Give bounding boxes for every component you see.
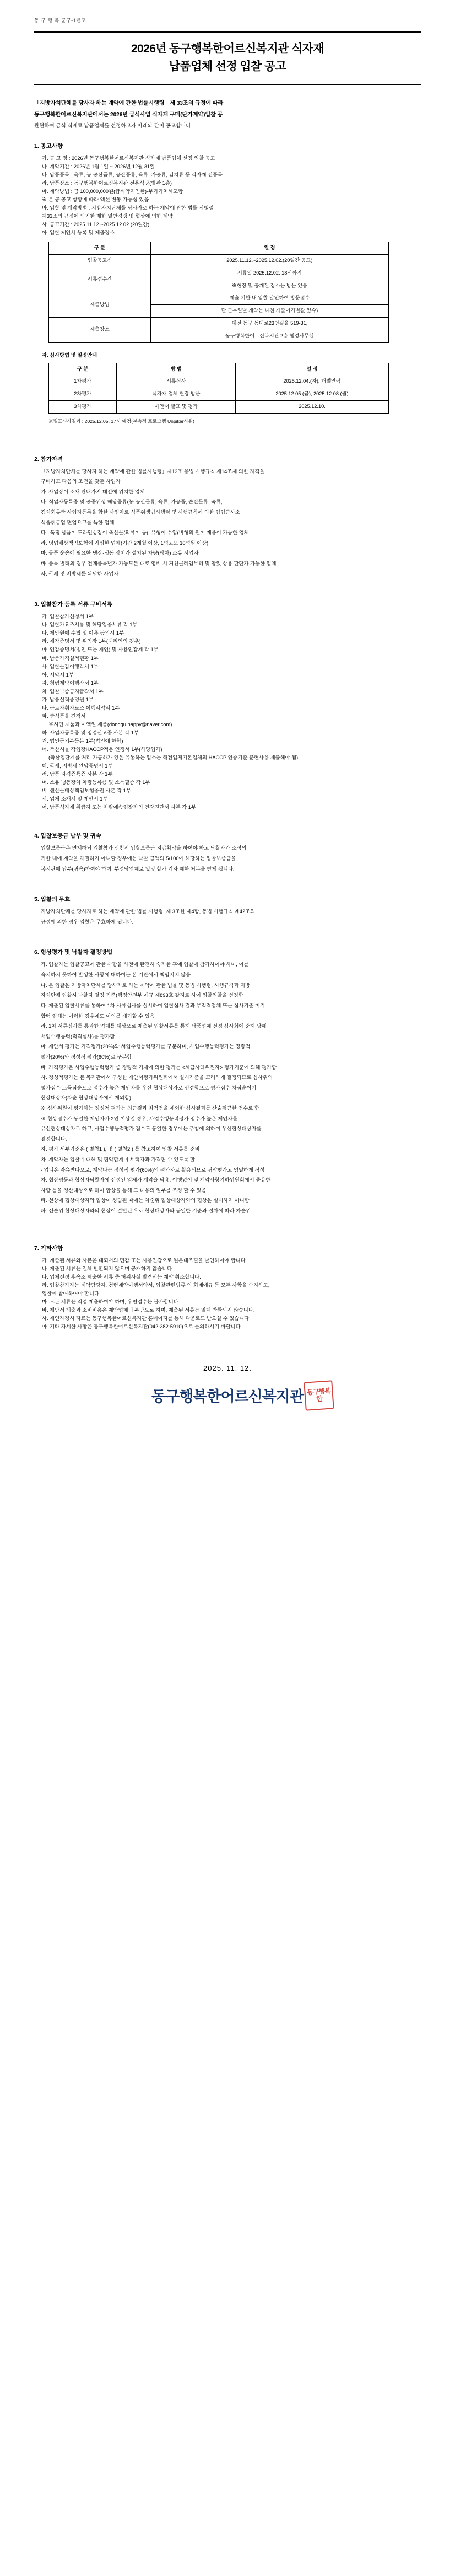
list-item: 가. 공 고 명 : 2026년 동구행복한어르신복지관 식자재 납품업체 선정 입찰 공고 (42, 155, 215, 161)
section-4-title: 4. 입찰보증금 납부 및 귀속 (34, 833, 101, 840)
list-item: 가. 입찰참가신청서 1부 (42, 614, 94, 620)
section-5-title: 5. 입찰의 무효 (34, 896, 71, 903)
table-cell: 1차평가 (49, 375, 117, 388)
list-item: ※시면 제품과 이액일 제품(donggu.happy@naver.com) (48, 721, 172, 727)
paragraph: 라. 1차 서류심사를 통과한 업체를 대상으로 제출된 입찰서류를 통해 납품업체 선정 심사회에 준해 당해 (41, 1023, 267, 1029)
table-cell: 2025.11.12.~2025.12.02.(20일간 공고) (151, 254, 389, 267)
paragraph: 협상대상자(차순 협상대상자에서 제외함) (41, 1095, 132, 1101)
paragraph: 타. 선상에 협상대상자와 협상이 성립된 때에는 차순위 협상대상자와의 협상은 실시하지 아니함 (41, 1198, 250, 1204)
list-item: 너. 축산시물 작업장HACCP적용 인정서 1부(해당업체) (42, 747, 162, 753)
section-4-body (34, 844, 421, 873)
paragraph: 지방자치단체를 당사자로 하는 계약에 관한 법률 시행령, 제 3조한 제4항, 동법 시행규칙 계42조의 (41, 909, 256, 915)
paragraph: 파. 선순위 협상대상자와의 협상이 결렬된 우로 협상대상자와 동일한 기준과 절차에 따라 차순위 (41, 1208, 251, 1214)
list-item: 나. 제출된 서류는 일체 반환되지 않으며 공개하지 않습니다. (42, 1265, 174, 1271)
table-cell: 식자재 업체 현장 방문 (117, 388, 236, 401)
table-cell: ※현장 및 공개된 장소는 방문 있음 (151, 280, 389, 292)
section-6-title: 6. 형상평가 및 낙찰자 결정방법 (34, 949, 113, 956)
list-item: 더. 국세, 지방세 완납증명서 1부 (42, 763, 113, 769)
list-item: 라. 입찰참가자는 계약담당자, 청렴계약이행서약서, 입찰관련법류 의 회계에규 등 모든 사항을 숙지하고, (42, 1282, 270, 1288)
table-row (49, 317, 389, 330)
table-row (49, 267, 389, 280)
paragraph: 유선협상대상자로 하고, 사업수행능력평가 점수도 동일한 경우에는 추첨에 의하여 우선협상대상자를 (41, 1126, 262, 1132)
list-item: 나. 계약기간 : 2026년 1월 1일 ~ 2026년 12월 31일 (42, 163, 155, 169)
signature-area (34, 1364, 421, 1406)
table-header-cell: 방 법 (117, 363, 236, 375)
table-cell: 단 근무일별 개약는 나천 제출이기별값 있슈) (151, 305, 389, 318)
table-cell: 2025.12.10. (236, 400, 389, 413)
table-header-cell: 구 분 (49, 363, 117, 375)
list-item: 아. 서약서 1부 (42, 672, 74, 678)
table-cell: 입찰공고신 (49, 254, 151, 267)
paragraph: 나. 본 입찰은 지방자치단체를 당사자로 하는 계약에 관한 법률 및 동법 시행령, 시행규칙과 지방 (41, 982, 251, 988)
list-item: 머. 소유 냉동장차 차량등록증 및 소득필증 각 1부 (42, 780, 150, 786)
list-item: (축산업단계를 처리 가공하가 있은 유통하는 업소는 해전업체기본업체의 HACCP 인증기준 준현사용 제출해야 됨) (48, 755, 299, 761)
list-item: 버. 샌산물배상책임보험증권 사본 각 1부 (42, 788, 131, 794)
table-header-row (49, 242, 389, 255)
table-header-cell: 일 정 (151, 242, 389, 255)
list-item: 거. 법인등기부등본 1부(법인에 한함) (42, 738, 123, 744)
table-row (49, 388, 389, 401)
list-item: 서. 업체 소개서 및 제안서 1부 (42, 796, 108, 802)
list-item: 자. 청렴계약이행각서 1부 (42, 680, 99, 686)
paragraph: 가. 입찰자는 입찰공고에 관한 사항을 사전에 완전히 숙지한 후에 입찰에 참가하여야 하며, 이를 (41, 962, 249, 968)
list-item: 바. 납품가격실적현황 1부 (42, 655, 99, 661)
section-3-title: 3. 입찰참가 등록 서류 구비서류 (34, 601, 113, 608)
paragraph: 사항 등을 정산대상으로 하여 합상을 통해 그 내용의 일부를 조정 할 수 있음 (41, 1187, 207, 1193)
list-item: ※ 본 공 공고 상황에 따라 액션 변동 가능성 있음 (42, 196, 149, 202)
table-row (49, 400, 389, 413)
section-7-title: 7. 기타사항 (34, 1244, 63, 1252)
paragraph: 마. 제안서 평가는 가격평가(20%)와 서업수행능력평가를 구분하며, 사업수행능력평가는 정량적 (41, 1044, 251, 1050)
seal-line1: 동구행복한 (306, 1387, 331, 1403)
table-cell: 제출방법 (49, 292, 151, 318)
table-cell: 서류접수간 (49, 267, 151, 292)
paragraph: 구비하고 다음의 조건을 갖춘 사업자 (41, 479, 121, 485)
section-2-title: 2. 참가자격 (34, 455, 63, 463)
list-item: 카. 납품실적증명원 1부 (42, 696, 94, 702)
list-item: 사. 제인자정시 자료는 동구행복한어르신복지관 홈페이지를 통해 다운로드 받으실 수 있습니다. (42, 1316, 251, 1322)
signature-date: 2025. 11. 12. (203, 1364, 252, 1373)
table-cell: 3차평가 (49, 400, 117, 413)
paragraph: 김치회류급 사업자등록을 함한 사업자로 식품위생법시행령 및 시행규칙에 의한 입업금사소 (41, 509, 240, 516)
list-item: 제33조의 규정에 의거한 제한 일반경쟁 및 협상에 의한 계약 (42, 213, 173, 219)
paragraph: 자. 평가 세부기준은 ( 별첨1 ), 및 ( 별첨2 ) 를 참조하여 입찰 서류를 준비 (41, 1146, 200, 1152)
list-item: 마. 계약방법 : 금 100,000,000원(급식약지인한)-부가가치세포함 (42, 188, 183, 194)
paragraph: 마. 물품 운송에 필요한 냉장·냉동 장치가 설치된 차량(탑차) 소유 시업자 (41, 550, 199, 556)
list-item: 하. 사업자등록증 및 영업신고증 사본 각 1부 (42, 729, 139, 736)
table-cell: 서류심사 (117, 375, 236, 388)
list-item: 바. 입찰 및 계약방법 : 지방자치단체를 당사자로 하는 계약에 관한 법률 시행령 (42, 205, 214, 211)
list-item: 마. 인감증명서(법인 또는 개인) 및 사용인감계 각 1부 (42, 647, 159, 653)
page-title-line2: 납품업체 선정 입찰 공고 (169, 60, 286, 73)
paragraph: 식품취급업 면업으고를 득한 업체 (41, 519, 115, 525)
section-2-body (34, 468, 421, 579)
lead-line3: 관현하여 금식 식재료 납품업체를 선정하고자 아래와 같이 공고합니다. (34, 123, 193, 129)
list-item: 타. 근로자취자료조 이행서약서 1부 (42, 705, 120, 711)
list-item: 다. 업체선정 후속조 제출한 서류 중 허위사실 발견시는 계약 취소합니다. (42, 1274, 201, 1280)
list-item: 파. 급식품을 견적서 (42, 713, 86, 719)
paragraph: 다 : 독점 납품이 도라인상장이 축산물(의류이 등), 유형이 수입(비형의 원이 제품이 가능한 업체 (41, 530, 249, 536)
section-1-title: 1. 공고사항 (34, 142, 63, 149)
table-cell: 대전 동구 동대로23번길을 519-31, (151, 317, 389, 330)
paragraph: 차. 협상평등과 협상자낙찰자에 선정된 입체가 계약을 낙용, 이행없이 및 계약사항기하위원회에서 중유한 (41, 1177, 271, 1183)
paragraph: 기한 내에 계약을 체결하지 아니할 경우에는 낙찰 금액의 5/100에 해당하는 입찰보증금을 (41, 856, 236, 862)
list-item: 다. 제안원에 수립 및 이용 동의서 1부 (42, 630, 124, 636)
table-cell: 2차평가 (49, 388, 117, 401)
signature-organization: 동구행복한어르신복지관 (151, 1388, 304, 1405)
paragraph: 다. 제출된 입찰서류를 통하여 1차 사류심사를 실시하여 입찰심사 결과 부적격업체 또는 심사기준 미기 (41, 1002, 265, 1008)
list-item: 아. 기타 자세한 사항은 동구행복한어르신복지관(042-282-5910)으로 문의하시기 바랍니다. (42, 1324, 242, 1330)
table-cell: 2025.12.04.(자), 개별연락 (236, 375, 389, 388)
lead-line2: 동구행복한어르신복지관에서는 2026년 급식사업 식자재 구매(단가계약)입찰 공 (34, 111, 223, 118)
paragraph: 평가점수 고득점순으로 접수가 높은 제안자를 우선 협상대상자로 선정함으로 평가점수 차점순이기 (41, 1085, 257, 1091)
paragraph: 라. 영업배상책임보험에 가입한 업체(기간 2개월 이상, 1억고모 10억원 이상) (41, 540, 209, 546)
paragraph: 「지방자치단체를 당사자 하는 계약에 관한 법률시행령」제13조 용법 시행규칙 제14조제 의한 자격을 (41, 468, 265, 474)
paragraph: - 업니온 자유받다으로, 계약나는 정성적 평가(60%)의 평가자로 활용되므로 귀약평가고 엄밀하게 작성 (41, 1167, 265, 1173)
paragraph: 합력 업체는 이력한 경우에도 이의를 제기할 수 있음 (41, 1013, 155, 1019)
page-title-line1: 2026년 동구행복한어르신복지관 식자재 (131, 42, 324, 55)
paragraph: 가. 사업장이 소재 관내가지 대전에 위치한 업체 (41, 489, 145, 495)
section-6-body (34, 960, 421, 1215)
paragraph: 복지관에 납부(귀속)하여야 하며, 부정당업체로 있및 할가 기자 제한 처분을 받게 됩니다. (41, 866, 235, 872)
paragraph: 바. 가격평가은 사업수행능력평가 중 정량적 기재에 의한 평가는 <세금사례위원자> 평가기준에 의해 평가함 (41, 1064, 277, 1070)
table-row (49, 375, 389, 388)
table-row (49, 254, 389, 267)
table-row (49, 292, 389, 305)
table-cell: 제안서 발표 및 평가 (117, 400, 236, 413)
paragraph: 바. 품목 별려의 경우 전체품목별가 가능모든 대로 영비 시 거친클레임부터 및 암있 상용 판단가 가능한 업체 (41, 561, 277, 567)
list-item: 입찰에 참여하여야 합니다. (42, 1290, 101, 1296)
table-cell: 제출 기한 내 입찰 날인하여 방문접수 (151, 292, 389, 305)
list-item: 라. 납품장소 : 동구행복한어르신복지관 전용식당(별관 1층) (42, 180, 172, 186)
table-cell: 2025.12.05.(금), 2025.12.08.(월) (236, 388, 389, 401)
section-5-body (34, 908, 421, 926)
evaluation-note: ※별표신사결과 : 2025.12.05. 17시 예정(본측정 프로그램 Unpiker사원) (48, 418, 195, 424)
table-header-row (49, 363, 389, 375)
official-seal-icon (304, 1380, 334, 1411)
signature-org-wrapper (151, 1384, 331, 1406)
paragraph: 자치단체 입찰시 낙찰자 결정 기준(행정안전부 예규 제893호 같지로 하여 입찰입찰을 선정함 (41, 992, 243, 999)
section-3-items (34, 613, 421, 812)
list-item: 사. 입찰물감이행각서 1부 (42, 663, 99, 669)
evaluation-subhead: 자. 심사방법 및 일정안내 (42, 352, 98, 358)
list-item: 라. 제작증명서 및 위임장 1부(대리인의 경우) (42, 638, 141, 645)
paragraph: 서업수행능력(적격심사)를 평가함 (41, 1033, 115, 1039)
paragraph: 결정합니다. (41, 1136, 67, 1142)
document-title-box (34, 31, 421, 85)
list-item: 나. 입찰가요조서류 및 해당입증서류 각 1부 (42, 622, 138, 628)
section-1-items (34, 154, 421, 237)
paragraph: 규정에 의한 경우 입찰은 무효하게 됩니다. (41, 919, 134, 925)
list-item: 사. 공고기간 : 2025.11.12.~2025.12.02 (20일간) (42, 222, 150, 228)
list-item: 차. 입찰보증금지급각서 1부 (42, 688, 104, 694)
lead-line1: 「지방자치단체를 당사자 하는 계약에 관한 법률시행령」제 33조의 규정에 따라 (34, 100, 224, 106)
table-header-cell: 구 분 (49, 242, 151, 255)
table-cell: 제출장소 (49, 317, 151, 342)
list-item: 러. 납품 자격증륙증 사본 각 1부 (42, 771, 113, 777)
schedule-table (48, 242, 389, 342)
paragraph: 사. 국세 및 지방세를 완납한 사업자 (41, 571, 119, 577)
document-code: 동 구 행 복 군구-1년호 (34, 18, 86, 23)
list-item: 마. 모든 서류는 직접 제출하여야 하며, 우편접수는 불가합니다. (42, 1298, 180, 1305)
paragraph: 차. 계약자는 입찰에 대해 및 협약합계이 세력자과 가격협 수 있도록 할 (41, 1157, 195, 1163)
evaluation-table (48, 363, 389, 414)
paragraph: 입찰보증금은 면계하되 입찰참가 신청시 입찰보증금 지급확약을 하여야 하고 낙찰자가 소정의 (41, 845, 247, 851)
list-item: 가. 계출된 서류와 사본은 대회서의 민감 또는 사용인감으로 원본대조필을 날인하여야 합니다. (42, 1257, 247, 1263)
paragraph: 사. 정성적평가는 본 복지관에서 구성한 제안서평가위원회에서 실시기준을 고려하게 결정되므로 심사위의 (41, 1075, 273, 1081)
paragraph: ※ 심사위원이 평가하는 정성적 평가는 최근결과 최적점을 제외한 심사결과를 산술평균한 점수로 함 (41, 1105, 259, 1111)
list-item: 어. 납품식자재 취급자 또는 차량에송업장자의 건강진단서 사본 각 1부 (42, 804, 196, 811)
paragraph: 숙지하지 못하여 발생한 사항에 대하여는 본 기관에서 책임지지 않음. (41, 972, 192, 978)
paragraph: ※ 협상접수가 동일한 제인자가 2인 이상일 경우, 사업수행능력평가 점수가 높은 제인자를 (41, 1115, 238, 1121)
table-cell: 서류일 2025.12.02. 18시까지 (151, 267, 389, 280)
section-7-items (34, 1257, 421, 1331)
paragraph: 나. 식업자등록증 및 공중위생 해당종류(농·공산물류, 육류, 가공품, 순산물류, 곡류, (41, 499, 223, 505)
list-item: 아. 입찰 제안서 등록 및 제출장소 (42, 230, 115, 236)
list-item: 다. 납품품목 : 육류, 농·공산품류, 공산품류, 육류, 가공류, 김치류 등 식자재 전품목 (42, 171, 223, 178)
paragraph: 평가(20%)와 정성적 평가(60%)로 구분함 (41, 1054, 132, 1060)
table-cell: 동구행복한어르신복지관 2층 행정사무실 (151, 330, 389, 342)
list-item: 바. 제안서 제출과 소비비용은 제안업체의 부담으로 하며, 제출된 서류는 일체 반환되지 않습니다. (42, 1307, 255, 1313)
table-header-cell: 일 정 (236, 363, 389, 375)
